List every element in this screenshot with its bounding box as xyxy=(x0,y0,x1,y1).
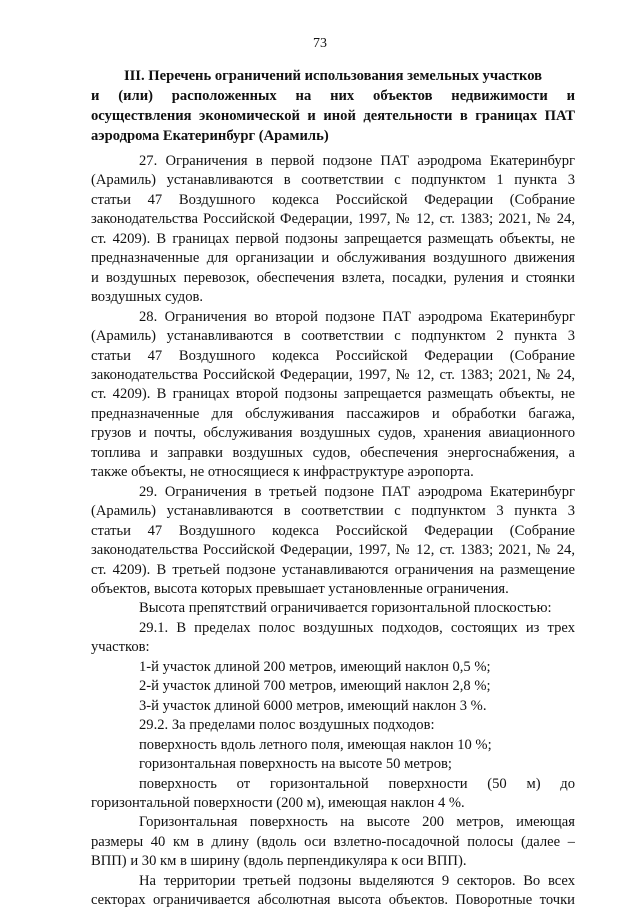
text-line: ВПП) и 30 км в ширину (вдоль перпендикуляра к оси ВПП). xyxy=(91,853,467,870)
text-line: горизонтальной поверхности (200 м), имеющая наклон 4 %. xyxy=(91,794,465,811)
text-line: законодательства Российской Федерации, 1997, № 12, ст. 1383; 2021, № 24, xyxy=(91,211,575,228)
text-line: 29. Ограничения в третьей подзоне ПАТ аэродрома Екатеринбург xyxy=(139,483,575,500)
text-line: 27. Ограничения в первой подзоне ПАТ аэродрома Екатеринбург xyxy=(139,153,575,169)
page-number: 73 xyxy=(313,36,327,51)
text-line: ст. 4209). В третьей подзоне устанавливаются ограничения на размещение xyxy=(91,561,575,578)
heading-line: и (или) расположенных на них объектов недвижимости и xyxy=(91,88,575,104)
list-item: поверхность вдоль летного поля, имеющая наклон 10 %; xyxy=(139,736,492,753)
text-line: 29.2. За пределами полос воздушных подходов: xyxy=(139,717,435,734)
text-line: также объекты, не относящиеся к инфраструктуре аэропорта. xyxy=(91,464,474,481)
text-line: статьи 47 Воздушного кодекса Российской Федерации (Собрание xyxy=(91,347,575,364)
list-item: 1-й участок длиной 200 метров, имеющий наклон 0,5 %; xyxy=(139,658,491,675)
text-line: (Арамиль) устанавливаются в соответствии с подпунктом 3 пункта 3 xyxy=(91,503,575,520)
text-line: статьи 47 Воздушного кодекса Российской Федерации (Собрание xyxy=(91,191,575,208)
list-item: поверхность от горизонтальной поверхности (50 м) до xyxy=(139,775,575,792)
heading-line: аэродрома Екатеринбург (Арамиль) xyxy=(91,128,329,144)
heading-line: осуществления экономической и иной деятельности в границах ПАТ xyxy=(91,108,575,124)
text-line: топлива и заправки воздушных судов, обеспечения энергоснабжения, а xyxy=(91,444,575,461)
text-line: законодательства Российской Федерации, 1997, № 12, ст. 1383; 2021, № 24, xyxy=(91,542,575,559)
text-line: статьи 47 Воздушного кодекса Российской Федерации (Собрание xyxy=(91,522,575,539)
text-line: секторах ограничивается абсолютная высота объектов. Поворотные точки xyxy=(91,892,575,909)
text-line: воздушных судов. xyxy=(91,289,204,306)
heading-line: III. Перечень ограничений использования земельных участков xyxy=(123,68,543,84)
text-line: законодательства Российской Федерации, 1997, № 12, ст. 1383; 2021, № 24, xyxy=(91,366,575,383)
text-line: (Арамиль) устанавливаются в соответствии с подпунктом 1 пункта 3 xyxy=(91,172,575,189)
text-line: и воздушных перевозок, обеспечения взлета, посадки, руления и стоянки xyxy=(91,269,575,286)
text-line: Высота препятствий ограничивается горизонтальной плоскостью: xyxy=(139,600,552,617)
text-line: предназначенные для организации и обслуживания воздушного движения xyxy=(91,250,575,267)
text-line: участков: xyxy=(91,639,150,656)
text-line: 28. Ограничения во второй подзоне ПАТ аэродрома Екатеринбург xyxy=(139,308,575,325)
text-line: грузов и почты, обслуживания воздушных судов, хранения авиационного xyxy=(91,425,575,442)
text-line: ст. 4209). В границах первой подзоны запрещается размещать объекты, не xyxy=(91,230,575,247)
list-item: горизонтальная поверхность на высоте 50 метров; xyxy=(139,756,452,773)
text-line: предназначенные для обслуживания пассажиров и обработки багажа, xyxy=(91,405,575,422)
list-item: 2-й участок длиной 700 метров, имеющий наклон 2,8 %; xyxy=(139,678,491,695)
text-line: размеры 40 км в длину (вдоль оси взлетно-посадочной полосы (далее – xyxy=(91,833,575,850)
text-line: Горизонтальная поверхность на высоте 200 метров, имеющая xyxy=(139,814,575,831)
list-item: 3-й участок длиной 6000 метров, имеющий наклон 3 %. xyxy=(139,697,487,714)
section-heading xyxy=(91,66,575,146)
text-line: На территории третьей подзоны выделяются 9 секторов. Во всех xyxy=(139,872,575,889)
text-line: 29.1. В пределах полос воздушных подходов, состоящих из трех xyxy=(139,619,575,636)
text-line: (Арамиль) устанавливаются в соответствии с подпунктом 2 пункта 3 xyxy=(91,328,575,345)
text-line: ст. 4209). В границах второй подзоны запрещается размещать объекты, не xyxy=(91,386,575,403)
text-line: объектов, высота которых превышает установленные ограничения. xyxy=(91,580,509,597)
document-body xyxy=(91,152,575,911)
